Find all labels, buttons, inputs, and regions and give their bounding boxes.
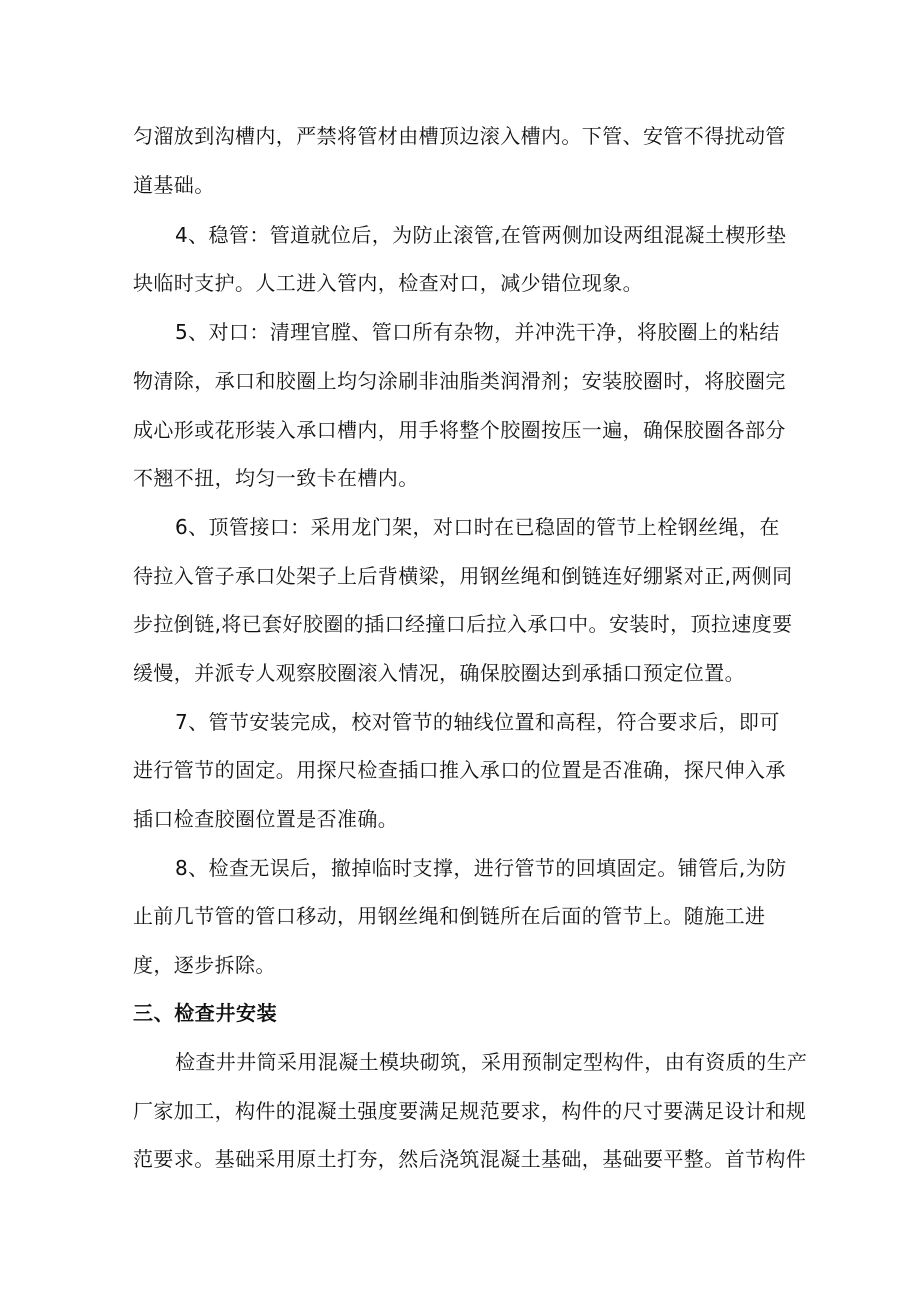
section-paragraph-first-line: 检查井井筒采用混凝土模块砌筑，采用预制定型构件，由有资质的生产 [175, 1050, 808, 1074]
text-line: 成心形或花形装入承口槽内，用手将整个胶圈按压一遍，确保胶圈各部分 [133, 418, 786, 442]
text-line: 道基础。 [133, 173, 215, 197]
paragraph-8-first-line: 8、检查无误后，撤掉临时支撑，进行管节的回填固定。铺管后,为防 [175, 856, 787, 880]
text-line: 缓慢，并派专人观察胶圈滚入情况，确保胶圈达到承插口预定位置。 [133, 661, 745, 685]
text-line: 待拉入管子承口处架子上后背横梁，用钢丝绳和倒链连好绷紧对正,两侧同 [133, 564, 793, 588]
paragraph-5-first-line: 5、对口：清理官膛、管口所有杂物，并冲洗干净，将胶圈上的粘结 [175, 320, 780, 344]
text-line: 厂家加工，构件的混凝土强度要满足规范要求，构件的尺寸要满足设计和规 [133, 1099, 807, 1123]
paragraph-4-first-line: 4、稳管：管道就位后，为防止滚管,在管两侧加设两组混凝土楔形垫 [175, 223, 787, 247]
paragraph-7-first-line: 7、管节安装完成，校对管节的轴线位置和高程，符合要求后，即可 [175, 710, 780, 734]
text-line: 步拉倒链,将已套好胶圈的插口经撞口后拉入承口中。安装时，顶拉速度要 [133, 612, 793, 636]
paragraph-6-first-line: 6、顶管接口：采用龙门架，对口时在已稳固的管节上栓钢丝绳，在 [175, 515, 780, 539]
text-line: 范要求。基础采用原土打夯，然后浇筑混凝土基础，基础要平整。首节构件 [133, 1147, 807, 1171]
text-line: 度，逐步拆除。 [133, 953, 276, 977]
text-line: 进行管节的固定。用探尺检查插口推入承口的位置是否准确，探尺伸入承 [133, 758, 786, 782]
text-line: 止前几节管的管口移动，用钢丝绳和倒链所在后面的管节上。随施工进 [133, 904, 766, 928]
text-line: 不翘不扭，均匀一致卡在槽内。 [133, 466, 419, 490]
text-line: 物清除，承口和胶圈上均匀涂刷非油脂类润滑剂；安装胶圈时，将胶圈完 [133, 369, 786, 393]
section-heading: 三、检查井安装 [133, 1001, 278, 1025]
text-line: 插口检查胶圈位置是否准确。 [133, 807, 399, 831]
text-line: 块临时支护。人工进入管内，检查对口，减少错位现象。 [133, 271, 643, 295]
text-line: 匀溜放到沟槽内，严禁将管材由槽顶边滚入槽内。下管、安管不得扰动管 [133, 124, 786, 148]
